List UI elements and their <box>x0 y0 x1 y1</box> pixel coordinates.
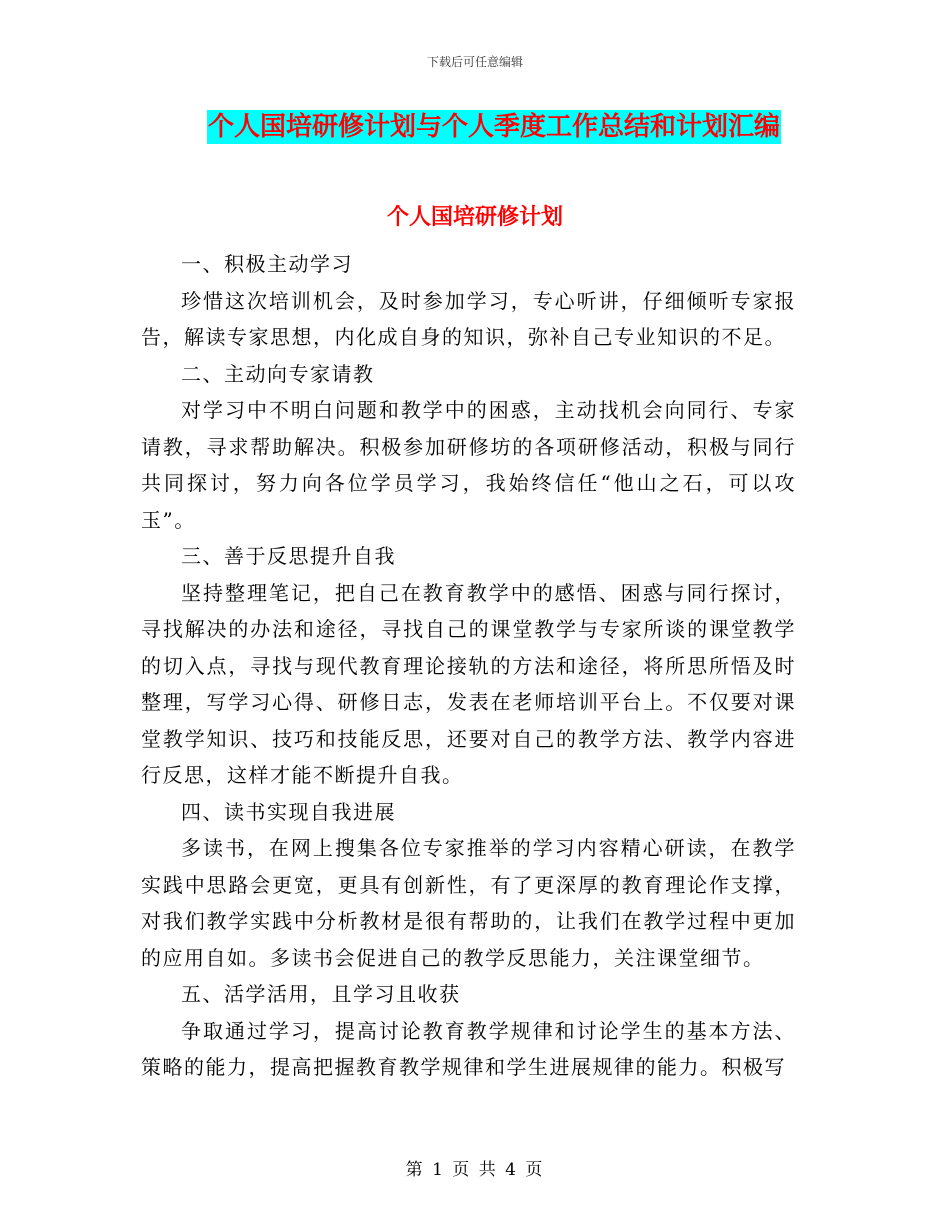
heading-5: 五、活学活用，且学习且收获 <box>181 982 461 1006</box>
heading-4: 四、读书实现自我进展 <box>181 799 396 824</box>
heading-3: 三、善于反思提升自我 <box>181 544 396 568</box>
paragraph-1: 珍惜这次培训机会，及时参加学习，专心听讲，仔细倾听专家报告，解读专家思想，内化成自身的知识，弥补自己专业知识的不足。 <box>141 288 796 349</box>
header-note: 下载后可任意编辑 <box>426 55 523 69</box>
heading-1: 一、积极主动学习 <box>181 252 353 276</box>
paragraph-3: 坚持整理笔记，把自己在教育教学中的感悟、困惑与同行探讨，寻找解决的办法和途径，寻找自己的课堂教学与专家所谈的课堂教学的切入点，寻找与现代教育理论接轨的方法和途径，将所思所悟及时整理，写学习心得、研修日志，发表在老师培训平台上。不仅要对课堂教学知识、技巧和技能反思，还要对自己的教学方法、教学内容进行反思，这样才能不断提升自我。 <box>141 580 796 787</box>
section-title: 个人国培研修计划 <box>386 205 563 230</box>
paragraph-2: 对学习中不明白问题和教学中的困惑，主动找机会向同行、专家请教，寻求帮助解决。积极参加研修坊的各项研修活动，积极与同行共同探讨，努力向各位学员学习，我始终信任“他山之石，可以攻玉”。 <box>141 398 796 532</box>
document-body <box>141 246 796 1086</box>
page-number-footer: 第 1 页 共 4 页 <box>405 1160 545 1180</box>
heading-2: 二、主动向专家请教 <box>181 361 375 386</box>
paragraph-5: 争取通过学习，提高讨论教育教学规律和讨论学生的基本方法、策略的能力，提高把握教育教学规律和学生进展规律的能力。积极写 <box>141 1018 796 1079</box>
paragraph-4: 多读书，在网上搜集各位专家推举的学习内容精心研读，在教学实践中思路会更宽，更具有创新性，有了更深厚的教育理论作支撑，对我们教学实践中分析教材是很有帮助的，让我们在教学过程中更加的应用自如。多读书会促进自己的教学反思能力，关注课堂细节。 <box>141 836 796 970</box>
document-main-title: 个人国培研修计划与个人季度工作总结和计划汇编 <box>208 112 781 142</box>
